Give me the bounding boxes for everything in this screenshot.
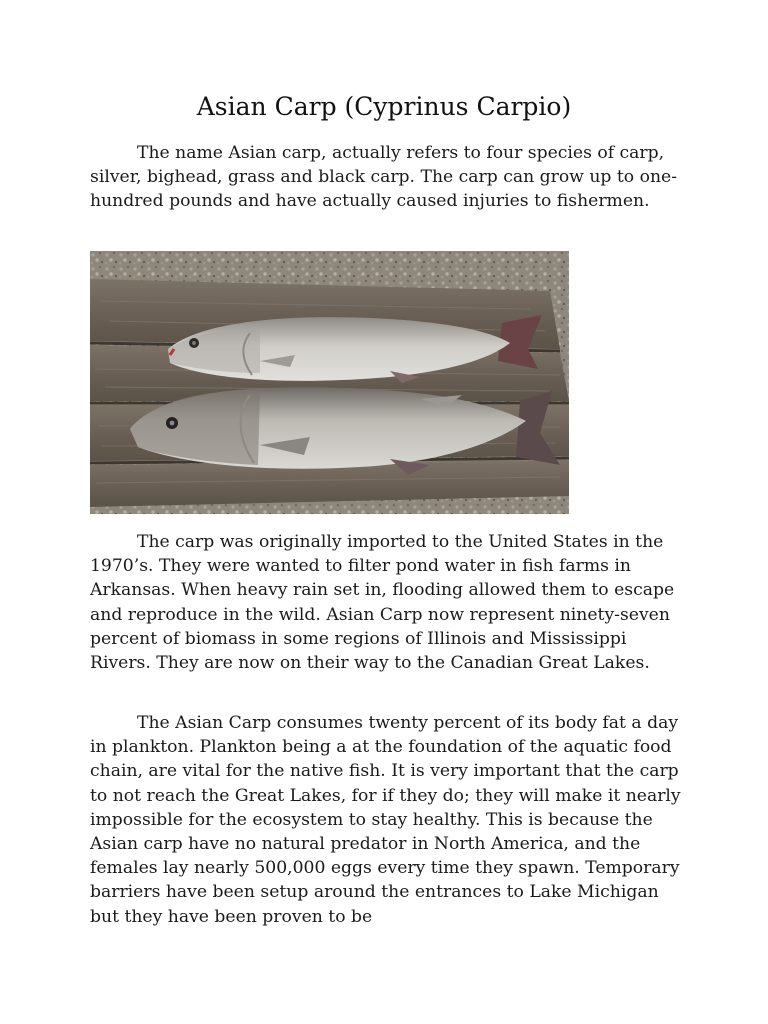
paragraph-impact: The Asian Carp consumes twenty percent of its body fat a day in plankton. Plankton being a at the foundation of the aquatic food chain, are vital for the native fish. It is very important that the carp to not reach the Great Lakes, for if they do; they will make it nearly impossible for the ecosystem to stay healthy. This is because the Asian carp have no natural predator in North America, and the females lay nearly 500,000 eggs every time they spawn. Temporary barriers have been setup around the entrances to Lake Michigan but they have been proven to be <box>90 713 681 927</box>
carp-photo <box>90 251 569 514</box>
paragraph-intro: The name Asian carp, actually refers to four species of carp, silver, bighead, grass and black carp. The carp can grow up to one-hundred pounds and have actually caused injuries to fishermen. <box>90 143 678 212</box>
document-title: Asian Carp (Cyprinus Carpio) <box>196 92 572 121</box>
paragraph-history: The carp was originally imported to the United States in the 1970’s. They were wanted to filter pond water in fish farms in Arkansas. When heavy rain set in, flooding allowed them to escape and reproduce in the wild. Asian Carp now represent ninety-seven percent of biomass in some regions of Illinois and Mississippi Rivers. They are now on their way to the Canadian Great Lakes. <box>90 532 675 674</box>
